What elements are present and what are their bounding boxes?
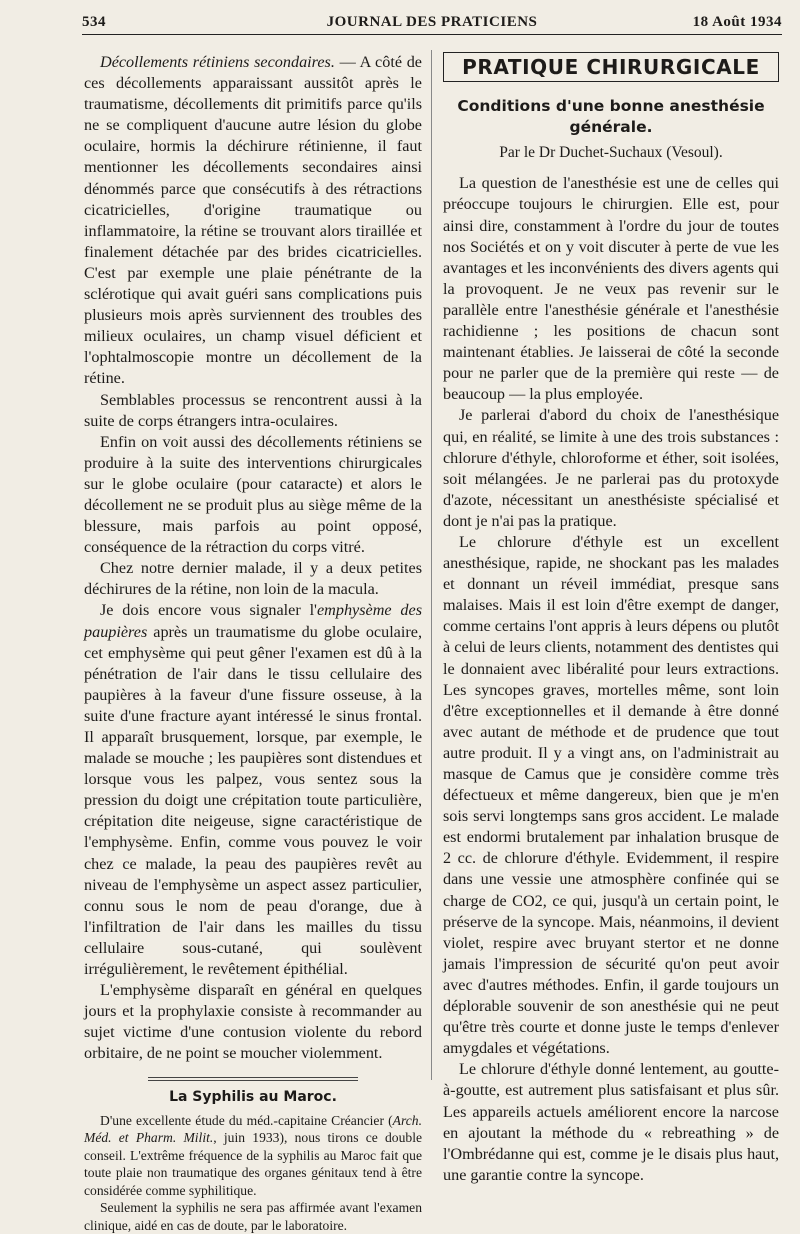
subsection-heading: Décollements rétiniens secondaires. [100,53,335,71]
paragraph: Le chlorure d'éthyle donné lentement, au goutte-à-goutte, est autrement plus satisfaisant et plus sûr. Les appareils actuels améliorent encore la narcose en ajoutant la méthode du « rebreathing » de l'Ombrédanne qui est, comme je le disais plus haut, une garantie contre la syncope. [443,1060,779,1184]
paragraph: Seulement la syphilis ne sera pas affirmée avant l'examen clinique, aidé en cas de doute, par le laboratoire. [84,1200,422,1233]
article-byline: Par le Dr Duchet-Suchaux (Vesoul). [499,144,723,162]
section-title: PRATIQUE CHIRURGICALE [443,52,779,82]
paragraph: L'emphysème disparaît en général en quelques jours et la prophylaxie consiste à recommander au sujet victime d'une contusion violente du rebord orbitaire, de ne point se moucher violemment. [84,981,422,1063]
paragraph: La question de l'anesthésie est une de celles qui préoccupe toujours le chirurgien. Elle est, pour ainsi dire, constamment à l'ordre du jour de toutes nos Sociétés et on y voit discuter à perte de vue les avantages et les inconvénients des divers agents qui la provoquent. Je ne veux pas revenir sur le parallèle entre l'anesthésie générale et l'anesthésie rachidienne ; les positions de chacun sont maintenant établies. Je laisserai de côté la seconde pour ne parler que de la première qui reste — de beaucoup — la plus employée. [443,174,779,404]
page-header [82,14,782,36]
paragraph: Enfin on voit aussi des décollements rétiniens se produire à la suite des interventions chirurgicales sur le globe oculaire (pour cataracte) et alors le décollement ne se produit plus au siège même de la blessure, mais parfois au point opposé, conséquence de la rétraction du corps vitré. [84,432,422,557]
paragraph: Chez notre dernier malade, il y a deux petites déchirures de la rétine, non loin de la macula. [84,559,422,599]
paragraph: Je dois encore vous signaler l'emphysème des paupières après un traumatisme du globe oculaire, cet emphysème qui peut gêner l'examen est dû à la pénétration de l'air dans le tissu cellulaire des paupières à la faveur d'une fissure osseuse, à la suite d'une fracture ayant intéressé le sinus frontal. Il apparaît brusquement, lorsque, par exemple, le malade se mouche ; les paupières sont distendues et lorsque vous les palpez, vous sentez sous la pression du doigt une crépitation toute particulière, crépitation dite neigeuse, signe caractéristique de l'emphysème. Enfin, comme vous pouvez le voir chez ce malade, la peau des paupières revêt au niveau de l'emphysème un aspect assez particulier, connu sous le nom de peau d'orange, due à l'infiltration de l'air dans les mailles du tissu cellulaire sous-cutané, qui soulèvent irrégulièrement, le revêtement épithélial. [84,601,422,979]
paragraph: Je parlerai d'abord du choix de l'anesthésique qui, en réalité, se limite à une des trois substances : chlorure d'éthyle, chloroforme et éther, soit isolées, soit mélangées. Je ne parlerai pas du protoxyde d'azote, nécessitant un anesthésiste spécialisé et dont je n'ai pas la pratique. [443,406,779,530]
left-column [84,52,422,1234]
right-column [443,52,779,1186]
page-number: 534 [82,14,106,30]
header-rule [82,34,782,35]
paragraph: Semblables processus se rencontrent aussi à la suite de corps étrangers intra-oculaires. [84,390,422,430]
issue-date: 18 Août 1934 [692,14,782,30]
journal-title: JOURNAL DES PRATICIENS [326,14,538,30]
italic-term: emphysème des paupières [84,601,422,641]
paragraph: Le chlorure d'éthyle est un excellent anesthésique, rapide, ne shockant pas les malades et donnant un réveil immédiat, presque sans malaises. Mais il est loin d'être exempt de danger, comme certains l'ont appris à leurs dépens ou plutôt à celui de leurs clients, notamment des dentistes qui le donnaient avec libéralité pour leurs extractions. Les syncopes graves, mortelles même, sont loin d'être exceptionnelles et il demande à être donné avec autant de méthode et de prudence que tout autre produit. Il y a vingt ans, on l'administrait au masque de Camus que je considère comme très défectueux et même dangereux, bien que je m'en sois servi longtemps sans gros accident. Le malade est endormi brutalement par inhalation brusque de 2 cc. de chlorure d'éthyle. Evidemment, il respire dans une vessie une atmosphère confinée qui se charge de CO2, ce qui, jusqu'à un certain point, le préserve de la syncope. Mais, néanmoins, il devient violet, respire avec bruyant stertor et ne donne jamais l'impression de sécurité qu'on peut avoir avec d'autres méthodes. Enfin, il garde toujours un déplorable souvenir de son anesthésie qui ne peut qu'être très courte et donne juste le temps d'enlever amygdales et végétations. [443,532,779,1058]
paragraph: Décollements rétiniens secondaires. — A côté de ces décollements apparaissant aussitôt après le traumatisme, décollements dit primitifs parce qu'ils ne se compliquent d'aucune autre lésion du globe oculaire, hormis la déchirure rétinienne, il faut mentionner les décollements secondaires ainsi dénommés parce que consécutifs à des rétractions cicatricielles, d'origine traumatique ou inflammatoire, la rétine se trouvant alors tiraillée et finalement détachée par des brides cicatricielles. C'est par exemple une plaie pénétrante de la sclérotique qui avait guéri sans complications puis plusieurs mois après surviennent des troubles des milieux oculaires, un champ visuel déficient et l'ophtalmoscopie montre un décollement de la rétine. [84,53,422,388]
paragraph: D'une excellente étude du méd.-capitaine Créancier (Arch. Méd. et Pharm. Milit., juin 1933), nous tirons ce double conseil. L'extrême fréquence de la syphilis au Maroc fait que toute plaie non traumatique des organes génitaux tend à être considérée comme syphilitique. [84,1112,422,1198]
article-title: Conditions d'une bonne anesthésie générale. [457,97,765,137]
syphilis-title: La Syphilis au Maroc. [169,1088,337,1105]
column-divider [431,50,432,1080]
section-rule [148,1077,358,1081]
